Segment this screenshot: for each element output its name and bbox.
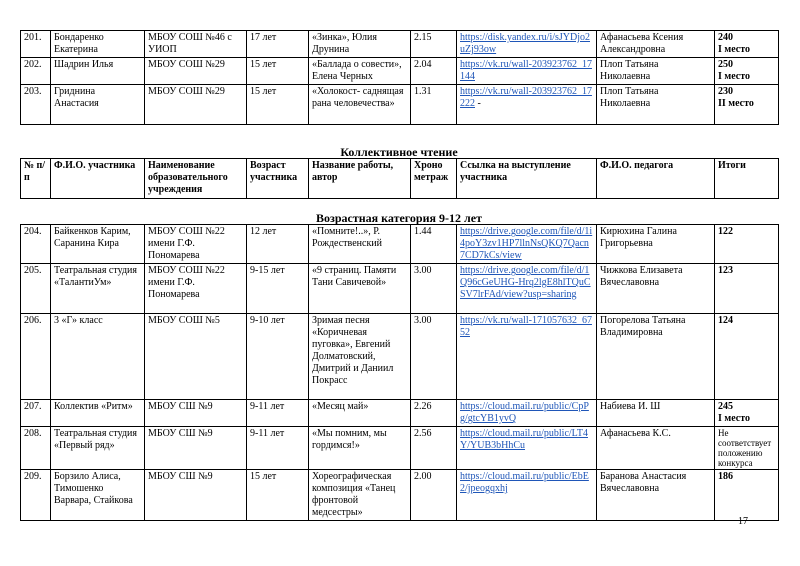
participant-name: Коллектив «Ритм» xyxy=(51,400,145,427)
table-row xyxy=(21,58,779,85)
participant-age: 15 лет xyxy=(247,85,309,125)
row-number: 206. xyxy=(21,314,51,400)
result-cell xyxy=(715,264,779,314)
header-table xyxy=(20,158,779,199)
header-time: Хроно метраж xyxy=(411,159,457,199)
duration: 2.26 xyxy=(411,400,457,427)
header-result: Итоги xyxy=(715,159,779,199)
school-name: МБОУ СОШ №22 имени Г.Ф. Пономарева xyxy=(145,225,247,264)
school-name: МБОУ СОШ №22 имени Г.Ф. Пономарева xyxy=(145,264,247,314)
performance-link-cell xyxy=(457,225,597,264)
performance-link[interactable]: https://disk.yandex.ru/i/sJYDjo2uZj93ow xyxy=(460,32,590,55)
duration: 3.00 xyxy=(411,314,457,400)
row-number: 209. xyxy=(21,470,51,521)
work-title: Зримая песня «Коричневая пуговка», Евгений Долматовский, Дмитрий и Даниил Покрасс xyxy=(309,314,411,400)
work-title: «Мы помним, мы гордимся!» xyxy=(309,427,411,470)
header-link: Ссылка на выступление участника xyxy=(457,159,597,199)
performance-link-cell xyxy=(457,264,597,314)
participant-age: 9-15 лет xyxy=(247,264,309,314)
header-school: Наименование образовательного учреждения xyxy=(145,159,247,199)
table-row xyxy=(21,85,779,125)
school-name: МБОУ СОШ №46 с УИОП xyxy=(145,31,247,58)
performance-link-cell xyxy=(457,427,597,470)
page-number: 17 xyxy=(738,516,748,527)
duration: 2.00 xyxy=(411,470,457,521)
performance-link-cell xyxy=(457,314,597,400)
teacher-name: Набиева И. Ш xyxy=(597,400,715,427)
participant-name: Гриднина Анастасия xyxy=(51,85,145,125)
place: Не соответствует положению конкурса xyxy=(718,428,772,468)
result-cell xyxy=(715,225,779,264)
score: 240 xyxy=(718,32,733,43)
score: 122 xyxy=(718,226,733,237)
duration: 2.15 xyxy=(411,31,457,58)
link-suffix: - xyxy=(475,98,481,109)
participant-age: 17 лет xyxy=(247,31,309,58)
collective-reading-title: Коллективное чтение xyxy=(340,145,458,159)
work-title: «Зинка», Юлия Друнина xyxy=(309,31,411,58)
row-number: 205. xyxy=(21,264,51,314)
participant-age: 12 лет xyxy=(247,225,309,264)
performance-link-cell xyxy=(457,470,597,521)
table-row xyxy=(21,225,779,264)
participant-name: Шадрин Илья xyxy=(51,58,145,85)
participant-name: Театральная студия «Первый ряд» xyxy=(51,427,145,470)
result-cell xyxy=(715,85,779,125)
place: I место xyxy=(718,413,750,424)
performance-link[interactable]: https://vk.ru/wall-171057632_6752 xyxy=(460,315,592,338)
work-title: «Помните!..», Р. Рождественский xyxy=(309,225,411,264)
performance-link-cell xyxy=(457,400,597,427)
table-row xyxy=(21,264,779,314)
results-table-top xyxy=(20,30,779,125)
participant-name: Борзило Алиса, Тимошенко Варвара, Стайкова xyxy=(51,470,145,521)
teacher-name: Баранова Анастасия Вячеславовна xyxy=(597,470,715,521)
table-row xyxy=(21,400,779,427)
duration: 2.56 xyxy=(411,427,457,470)
result-cell xyxy=(715,58,779,85)
performance-link[interactable]: https://vk.ru/wall-203923762_17144 xyxy=(460,59,592,82)
performance-link[interactable]: https://cloud.mail.ru/public/LT4Y/YUB3bHhCu xyxy=(460,428,588,451)
score: 250 xyxy=(718,59,733,70)
work-title: «Баллада о совести», Елена Черных xyxy=(309,58,411,85)
result-cell xyxy=(715,314,779,400)
row-number: 203. xyxy=(21,85,51,125)
performance-link[interactable]: https://drive.google.com/file/d/1Q96cGeUHG-Hrq2lgE8hlTQuCSV7lrFAd/view?usp=sharing xyxy=(460,265,591,300)
results-table-bottom xyxy=(20,224,779,521)
header-name: Ф.И.О. участника xyxy=(51,159,145,199)
participant-name: 3 «Г» класс xyxy=(51,314,145,400)
participant-name: Байкенков Карим, Саранина Кира xyxy=(51,225,145,264)
row-number: 208. xyxy=(21,427,51,470)
work-title: Хореографическая композиция «Танец фронтовой медсестры» xyxy=(309,470,411,521)
duration: 1.31 xyxy=(411,85,457,125)
performance-link[interactable]: https://drive.google.com/file/d/1i4poY3zv1HP7llnNsQKQ7Qacn7CD7kCs/view xyxy=(460,226,593,261)
teacher-name: Плоп Татьяна Николаевна xyxy=(597,58,715,85)
participant-age: 15 лет xyxy=(247,58,309,85)
school-name: МБОУ СОШ №29 xyxy=(145,85,247,125)
place: I место xyxy=(718,44,750,55)
teacher-name: Афанасьева К.С. xyxy=(597,427,715,470)
work-title: «9 страниц. Памяти Тани Савичевой» xyxy=(309,264,411,314)
table-row xyxy=(21,470,779,521)
teacher-name: Кирюхина Галина Григорьевна xyxy=(597,225,715,264)
header-teacher: Ф.И.О. педагога xyxy=(597,159,715,199)
participant-age: 9-11 лет xyxy=(247,427,309,470)
teacher-name: Погорелова Татьяна Владимировна xyxy=(597,314,715,400)
row-number: 202. xyxy=(21,58,51,85)
result-cell xyxy=(715,400,779,427)
score: 230 xyxy=(718,86,733,97)
duration: 2.04 xyxy=(411,58,457,85)
work-title: «Холокост- саднящая рана человечества» xyxy=(309,85,411,125)
age-category-title: Возрастная категория 9-12 лет xyxy=(316,211,482,225)
participant-name: Театральная студия «ТалантиУм» xyxy=(51,264,145,314)
header-n: № п/п xyxy=(21,159,51,199)
table-row xyxy=(21,427,779,470)
place: II место xyxy=(718,98,754,109)
table-row xyxy=(21,31,779,58)
row-number: 207. xyxy=(21,400,51,427)
performance-link-cell xyxy=(457,31,597,58)
school-name: МБОУ СОШ №29 xyxy=(145,58,247,85)
place: I место xyxy=(718,71,750,82)
participant-age: 15 лет xyxy=(247,470,309,521)
performance-link-cell xyxy=(457,85,597,125)
header-row xyxy=(21,159,779,199)
performance-link-cell xyxy=(457,58,597,85)
duration: 3.00 xyxy=(411,264,457,314)
teacher-name: Плоп Татьяна Николаевна xyxy=(597,85,715,125)
result-cell xyxy=(715,427,779,470)
participant-name: Бондаренко Екатерина xyxy=(51,31,145,58)
performance-link[interactable]: https://cloud.mail.ru/public/EbE2/jpeogqxhj xyxy=(460,471,589,494)
performance-link[interactable]: https://vk.ru/wall-203923762_17222 xyxy=(460,86,592,109)
score: 124 xyxy=(718,315,733,326)
result-cell xyxy=(715,31,779,58)
school-name: МБОУ СШ №9 xyxy=(145,400,247,427)
school-name: МБОУ СШ №9 xyxy=(145,427,247,470)
teacher-name: Афанасьева Ксения Александровна xyxy=(597,31,715,58)
score: 186 xyxy=(718,471,733,482)
result-cell xyxy=(715,470,779,521)
duration: 1.44 xyxy=(411,225,457,264)
school-name: МБОУ СШ №9 xyxy=(145,470,247,521)
row-number: 204. xyxy=(21,225,51,264)
row-number: 201. xyxy=(21,31,51,58)
header-age: Возраст участника xyxy=(247,159,309,199)
participant-age: 9-11 лет xyxy=(247,400,309,427)
school-name: МБОУ СОШ №5 xyxy=(145,314,247,400)
header-work: Название работы, автор xyxy=(309,159,411,199)
table-row xyxy=(21,314,779,400)
score: 245 xyxy=(718,401,733,412)
teacher-name: Чижкова Елизавета Вячеславовна xyxy=(597,264,715,314)
participant-age: 9-10 лет xyxy=(247,314,309,400)
score: 123 xyxy=(718,265,733,276)
work-title: «Месяц май» xyxy=(309,400,411,427)
performance-link[interactable]: https://cloud.mail.ru/public/CpPg/gtcYB1yvQ xyxy=(460,401,589,424)
